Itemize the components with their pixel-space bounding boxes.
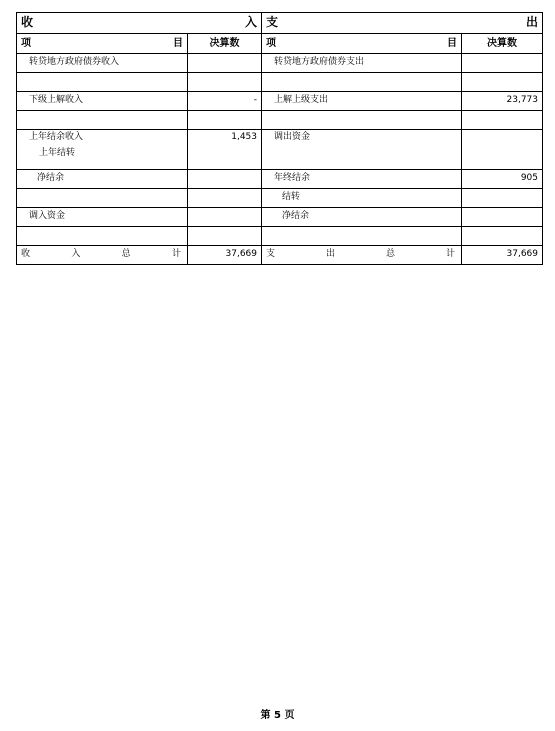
expense-value: 905 [462,170,543,189]
expense-value [462,208,543,227]
income-total-char: 计 [171,249,181,260]
income-label [17,189,188,208]
expense-amount-header: 决算数 [462,34,543,54]
income-header-right: 入 [244,15,257,30]
income-total-char: 收 [21,249,31,260]
income-section-header [17,13,262,34]
table-row [17,170,543,189]
expense-value [462,54,543,73]
expense-label: 转贷地方政府债券支出 [262,54,462,73]
empty-row [17,73,543,92]
income-total-value: 37,669 [188,246,262,265]
item-header-left: 项 [266,38,276,49]
section-header-row [17,13,543,34]
expense-total-char: 计 [445,249,455,260]
income-value: 1,453 [188,130,262,170]
item-header-left: 项 [21,38,31,49]
expense-total-char: 出 [325,249,335,260]
expense-label: 净结余 [262,208,462,227]
income-value [188,170,262,189]
expense-label: 调出资金 [262,130,462,170]
income-label-group [17,130,188,170]
expense-section-header [262,13,543,34]
income-value: - [188,92,262,111]
income-value [188,189,262,208]
expense-label: 结转 [262,189,462,208]
income-label: 转贷地方政府债券收入 [17,54,188,73]
expense-label: 上解上级支出 [262,92,462,111]
income-amount-header: 决算数 [188,34,262,54]
empty-row [17,111,543,130]
income-label: 下级上解收入 [17,92,188,111]
item-header-right: 目 [173,38,183,49]
table-row [17,54,543,73]
income-total-char: 入 [71,249,81,260]
income-label: 上年结余收入 [29,132,84,142]
income-value [188,208,262,227]
income-header-left: 收 [21,15,34,30]
table-row [17,208,543,227]
expense-item-header [262,34,462,54]
income-total-label [17,246,188,265]
income-value [188,54,262,73]
item-header-right: 目 [447,38,457,49]
page-number: 第 5 页 [260,710,295,721]
expense-header-left: 支 [266,15,279,30]
expense-value: 23,773 [462,92,543,111]
totals-row [17,246,543,265]
column-header-row [17,34,543,54]
expense-value [462,130,543,170]
expense-total-char: 支 [266,249,276,260]
income-label: 调入资金 [17,208,188,227]
table-row [17,189,543,208]
expense-header-right: 出 [525,15,538,30]
empty-row [17,227,543,246]
income-label: 净结余 [17,170,188,189]
income-sub-label: 上年结转 [39,147,76,158]
expense-label: 年终结余 [262,170,462,189]
expense-total-char: 总 [385,249,395,260]
table-row [17,92,543,111]
expense-total-value: 37,669 [462,246,543,265]
table-row [17,130,543,170]
budget-table [16,12,543,265]
expense-total-label [262,246,462,265]
expense-value [462,189,543,208]
income-item-header [17,34,188,54]
income-total-char: 总 [121,249,131,260]
